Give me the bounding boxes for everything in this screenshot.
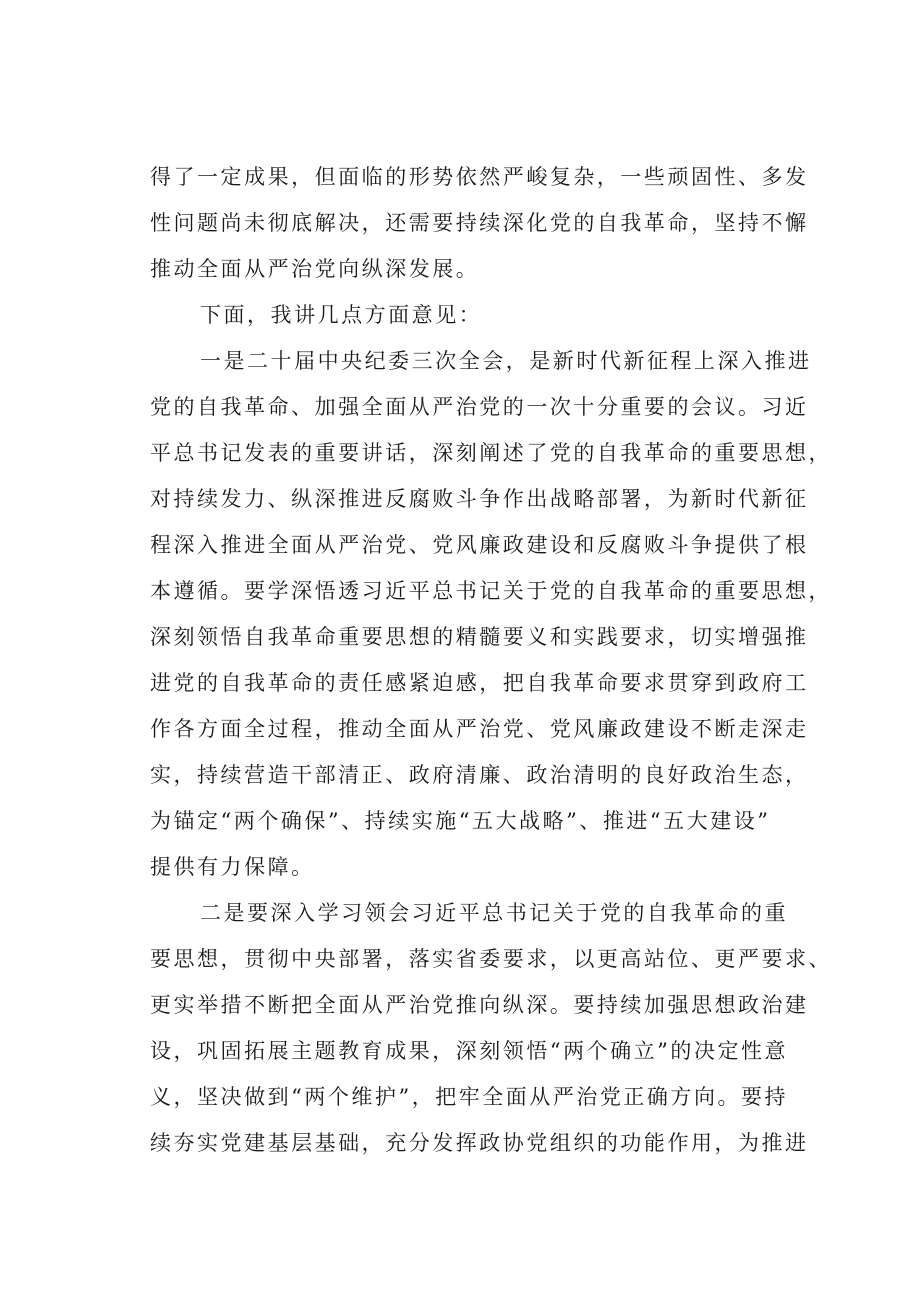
text-line: 续夯实党建基层基础，充分发挥政协党组织的功能作用，为推进 <box>150 1131 809 1155</box>
text-line: 本遵循。要学深悟透习近平总书记关于党的自我革命的重要思想， <box>150 579 833 603</box>
text-line: 要思想，贯彻中央部署，落实省委要求，以更高站位、更严要求、 <box>150 947 833 971</box>
text-line: 实，持续营造干部清正、政府清廉、政治清明的良好政治生态， <box>150 763 809 787</box>
text-line: 作各方面全过程，推动全面从严治党、党风廉政建设不断走深走 <box>150 717 809 741</box>
paragraph-4 <box>150 890 833 1166</box>
paragraph-2 <box>150 292 830 338</box>
text-line: 性问题尚未彻底解决，还需要持续深化党的自我革命，坚持不懈 <box>150 211 809 235</box>
text-line: 提供有力保障。 <box>150 855 315 879</box>
text-line: 平总书记发表的重要讲话，深刻阐述了党的自我革命的重要思想， <box>150 441 833 465</box>
paragraph-1 <box>150 154 830 292</box>
text-line: 进党的自我革命的责任感紧迫感，把自我革命要求贯穿到政府工 <box>150 671 809 695</box>
text-line: 义，坚决做到“两个维护”，把牢全面从严治党正确方向。要持 <box>150 1085 789 1109</box>
document-body <box>150 154 833 1166</box>
text-line: 深刻领悟自我革命重要思想的精髓要义和实践要求，切实增强推 <box>150 625 809 649</box>
text-line: 设，巩固拓展主题教育成果，深刻领悟“两个确立”的决定性意 <box>150 1039 789 1063</box>
text-line: 得了一定成果，但面临的形势依然严峻复杂，一些顽固性、多发 <box>150 165 809 189</box>
text-line: 程深入推进全面从严治党、党风廉政建设和反腐败斗争提供了根 <box>150 533 809 557</box>
text-line: 二是要深入学习领会习近平总书记关于党的自我革命的重 <box>200 901 788 925</box>
text-line: 推动全面从严治党向纵深发展。 <box>150 257 480 281</box>
text-line: 更实举措不断把全面从严治党推向纵深。要持续加强思想政治建 <box>150 993 809 1017</box>
text-line: 为锚定“两个确保”、持续实施“五大战略”、推进“五大建设” <box>150 809 771 833</box>
text-line: 一是二十届中央纪委三次全会，是新时代新征程上深入推进 <box>200 349 812 373</box>
paragraph-3 <box>150 338 833 890</box>
text-line: 对持续发力、纵深推进反腐败斗争作出战略部署，为新时代新征 <box>150 487 809 511</box>
text-line: 下面，我讲几点方面意见： <box>200 303 483 327</box>
text-line: 党的自我革命、加强全面从严治党的一次十分重要的会议。习近 <box>150 395 809 419</box>
